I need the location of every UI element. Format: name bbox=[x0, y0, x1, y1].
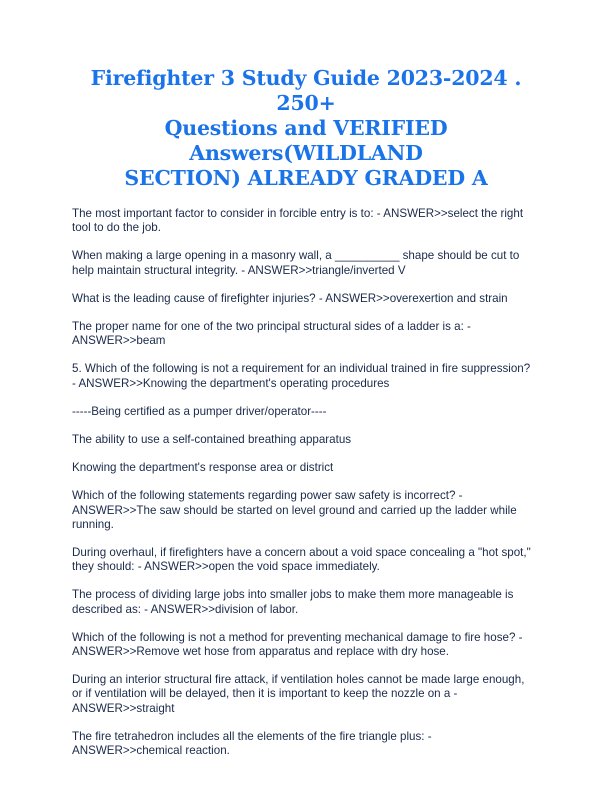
qa-paragraph: The proper name for one of the two principal structural sides of a ladder is a: - ANSWER>>beam bbox=[72, 320, 471, 348]
qa-paragraph: Which of the following statements regarding power saw safety is incorrect? - ANSWER>>The saw should be started on level ground and carried up the ladder while running. bbox=[72, 489, 517, 531]
option-line: The ability to use a self-contained breathing apparatus bbox=[72, 433, 352, 447]
qa-paragraph: When making a large opening in a masonry wall, a __________ shape should be cut to help maintain structural integrity. - ANSWER>>triangle/inverted V bbox=[72, 249, 520, 277]
qa-paragraph: Which of the following is not a method for preventing mechanical damage to fire hose? - ANSWER>>Remove wet hose from apparatus and replace with dry hose. bbox=[72, 630, 523, 659]
document-title bbox=[64, 66, 548, 191]
qa-paragraph: The process of dividing large jobs into smaller jobs to make them more manageable is described as: - ANSWER>>division of labor. bbox=[72, 588, 514, 616]
title-line: Questions and VERIFIED Answers(WILDLAND bbox=[164, 116, 448, 165]
qa-paragraph: During an interior structural fire attack, if ventilation holes cannot be made large enough, or if ventilation will be delayed, then it is important to keep the nozzle on a - ANSWER>>straight bbox=[72, 673, 525, 715]
qa-paragraph: The most important factor to consider in forcible entry is to: - ANSWER>>select the right tool to do the job. bbox=[72, 207, 524, 235]
option-line: -----Being certified as a pumper driver/operator---- bbox=[72, 404, 327, 418]
qa-paragraph: What is the leading cause of firefighter injuries? - ANSWER>>overexertion and strain bbox=[72, 291, 508, 305]
qa-paragraph: The fire tetrahedron includes all the elements of the fire triangle plus: - ANSWER>>chemical reaction. bbox=[72, 729, 432, 758]
option-line: Knowing the department's response area or district bbox=[72, 461, 334, 475]
qa-paragraph: During overhaul, if firefighters have a concern about a void space concealing a "hot spot," they should: - ANSWER>>open the void space immediately. bbox=[72, 546, 531, 574]
title-line: SECTION) ALREADY GRADED A bbox=[124, 166, 488, 190]
title-line: Firefighter 3 Study Guide 2023-2024 . 250+ bbox=[90, 66, 522, 115]
qa-paragraph: 5. Which of the following is not a requirement for an individual trained in fire suppression? - ANSWER>>Knowing the department's operating procedures bbox=[72, 362, 531, 390]
